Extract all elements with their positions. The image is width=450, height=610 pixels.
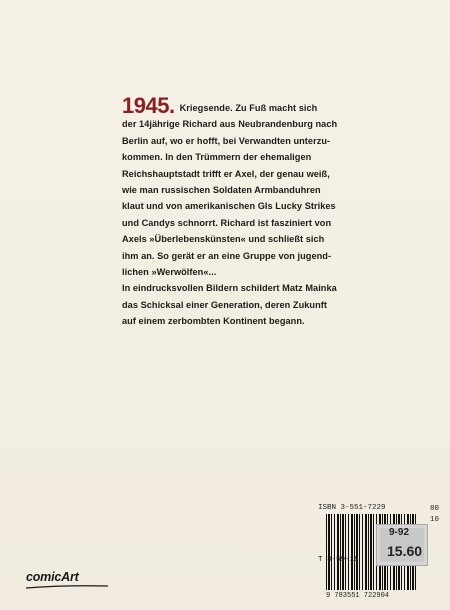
blurb-line: Berlin auf, wo er hofft, bei Verwandten unterzu- — [122, 135, 331, 146]
blurb-line: auf einem zerbombten Kontinent begann. — [122, 316, 305, 327]
blurb-line: das Schicksal einer Generation, deren Zukunft — [122, 299, 327, 310]
blurb-line: der 14jährige Richard aus Neubrandenburg nach — [122, 119, 338, 130]
barcode-number: 9 783551 722904 — [326, 592, 390, 600]
side-digit: 80 — [430, 505, 440, 513]
sticker-price: 15.60 — [387, 543, 423, 559]
logo-swoosh-icon — [26, 584, 108, 590]
blurb-line: kommen. In den Trümmern der ehemaligen — [122, 152, 312, 163]
blurb-text — [122, 93, 338, 330]
price-code-text: T 3-59-18 — [318, 556, 359, 564]
blurb-line: Axels »Überlebenskünsten« und schließt sich — [122, 234, 325, 245]
barcode-side-digits — [430, 504, 448, 526]
blurb-line: und Candys schnorrt. Richard ist fasziniert von — [122, 217, 332, 228]
sticker-date: 9-92 — [389, 527, 410, 538]
blurb-line: In eindrucksvollen Bildern schildert Matz Mainka — [122, 283, 337, 294]
blurb-line: wie man russischen Soldaten Armbanduhren — [122, 185, 321, 196]
blurb-line-1: 1945. Kriegsende. Zu Fuß macht sich — [122, 93, 318, 118]
blurb-line: klaut und von amerikanischen GIs Lucky Strikes — [122, 201, 336, 212]
blurb-line: ihm an. So gerät er an eine Gruppe von jugend- — [122, 250, 332, 261]
year-heading: 1945. — [122, 93, 175, 118]
side-digit: 10 — [430, 516, 440, 524]
price-sticker — [376, 524, 428, 566]
publisher-logo: comicArt — [26, 570, 79, 584]
blurb-line: Reichshauptstadt trifft er Axel, der genau weiß, — [122, 168, 330, 179]
isbn-text: ISBN 3-551-7229 — [318, 504, 386, 512]
blurb-line: lichen »Werwölfen«... — [122, 267, 217, 278]
barcode-area — [318, 500, 450, 610]
